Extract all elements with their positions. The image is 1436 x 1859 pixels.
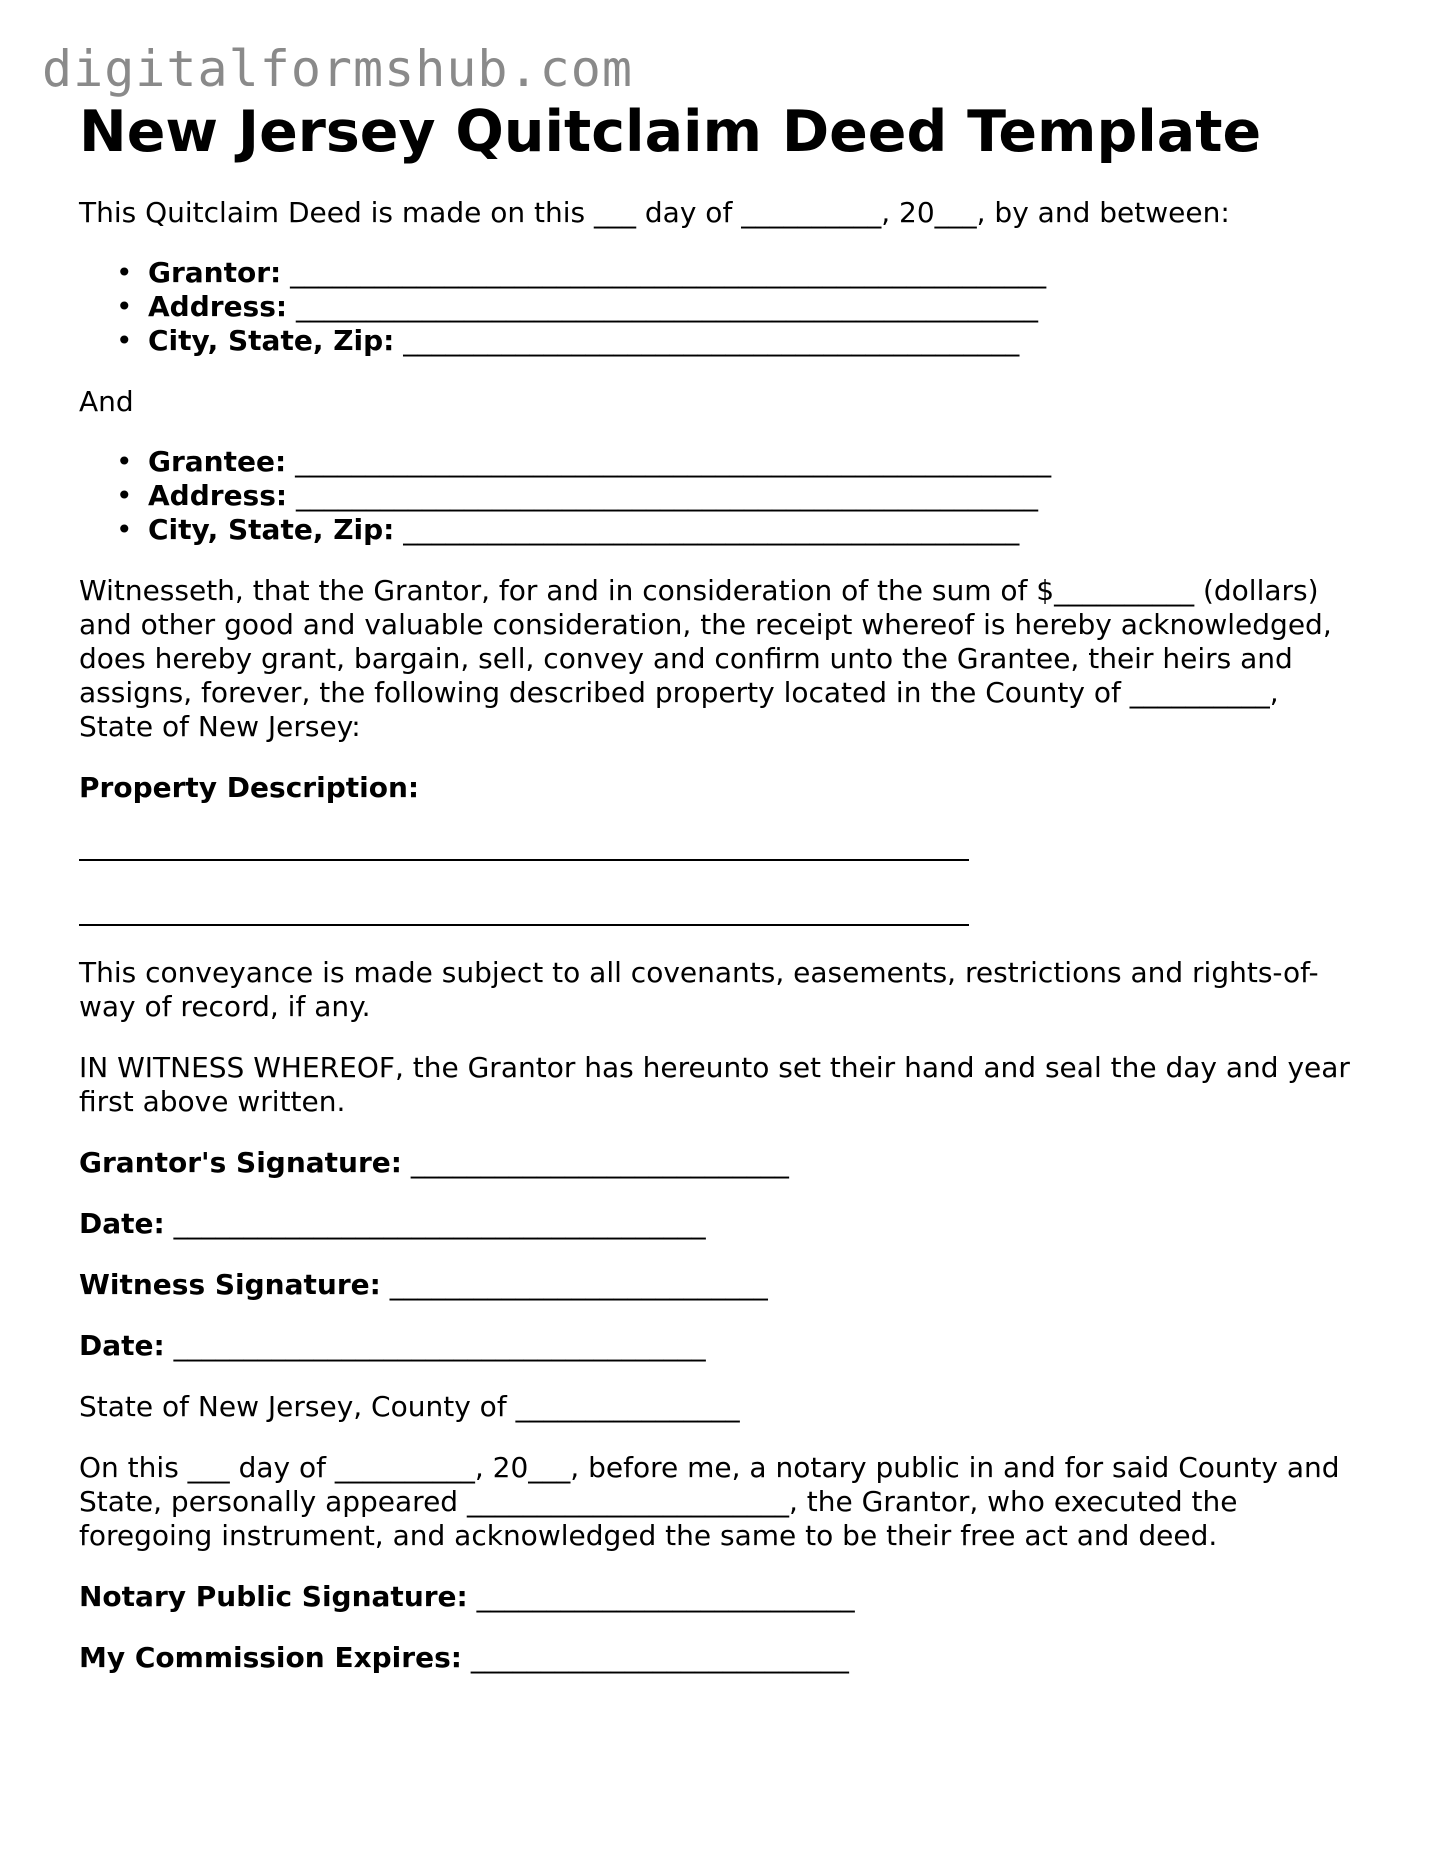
property-description-line-1[interactable] (79, 859, 969, 861)
witness-signature-row (79, 1268, 1379, 1302)
grantee-list (79, 445, 1379, 547)
bullet-icon: • (116, 324, 133, 358)
date-field-2[interactable]: ______________________________________ (173, 1329, 706, 1363)
notary-paragraph: On this ___ day of __________, 20___, before me, a notary public in and for said County and State, personally appeared _______________________, the Grantor, who executed the foregoing instrument, and acknowledged the same to be their free act and deed. (79, 1451, 1340, 1553)
grantee-address-item (116, 479, 1379, 513)
witness-signature-label: Witness Signature: (79, 1268, 381, 1302)
grantor-name-label: Grantor: (148, 256, 282, 290)
grantor-city-field[interactable]: ____________________________________________ (403, 324, 1020, 358)
grantee-address-label: Address: (148, 479, 288, 513)
property-description-line-2[interactable] (79, 924, 969, 926)
grantee-address-field[interactable]: _____________________________________________________ (296, 479, 1038, 513)
grantor-address-field[interactable]: _____________________________________________________ (296, 290, 1038, 324)
grantor-address-label: Address: (148, 290, 288, 324)
witnesseth-paragraph: Witnesseth, that the Grantor, for and in consideration of the sum of $__________ (dollars) and other good and valuable consideration, the receipt whereof is hereby acknowledged, does hereby grant, bargain, sell, convey and confirm unto the Grantee, their heirs and assigns, forever, the following described property located in the County of __________, State of New Jersey: (79, 574, 1332, 744)
date-row-1 (79, 1207, 1379, 1241)
intro-paragraph: This Quitclaim Deed is made on this ___ day of __________, 20___, by and between: (79, 196, 1230, 230)
date-label-1: Date: (79, 1207, 165, 1241)
and-text: And (79, 385, 134, 419)
notary-signature-row (79, 1580, 1379, 1614)
grantee-city-field[interactable]: ____________________________________________ (403, 513, 1020, 547)
bullet-icon: • (116, 256, 133, 290)
grantor-name-field[interactable]: ______________________________________________________ (290, 256, 1047, 290)
witness-signature-field[interactable]: ___________________________ (389, 1268, 768, 1302)
watermark: digitalformshub.com (42, 40, 633, 98)
document-page (79, 98, 1379, 1675)
grantee-name-label: Grantee: (148, 445, 287, 479)
commission-expires-field[interactable]: ___________________________ (470, 1641, 849, 1675)
notary-signature-field[interactable]: ___________________________ (476, 1580, 855, 1614)
grantee-city-label: City, State, Zip: (148, 513, 395, 547)
notary-signature-label: Notary Public Signature: (79, 1580, 468, 1614)
grantee-city-item (116, 513, 1379, 547)
bullet-icon: • (116, 513, 133, 547)
grantor-signature-label: Grantor's Signature: (79, 1146, 402, 1180)
bullet-icon: • (116, 479, 133, 513)
date-label-2: Date: (79, 1329, 165, 1363)
conveyance-paragraph: This conveyance is made subject to all covenants, easements, restrictions and rights-of-way of record, if any. (79, 956, 1319, 1024)
in-witness-paragraph: IN WITNESS WHEREOF, the Grantor has hereunto set their hand and seal the day and year first above written. (79, 1051, 1350, 1119)
commission-expires-label: My Commission Expires: (79, 1641, 462, 1675)
grantor-list (79, 256, 1379, 358)
date-field-1[interactable]: ______________________________________ (173, 1207, 706, 1241)
grantor-city-label: City, State, Zip: (148, 324, 395, 358)
grantee-name-field[interactable]: ______________________________________________________ (295, 445, 1052, 479)
bullet-icon: • (116, 290, 133, 324)
commission-expires-row (79, 1641, 1379, 1675)
date-row-2 (79, 1329, 1379, 1363)
grantor-address-item (116, 290, 1379, 324)
grantor-signature-field[interactable]: ___________________________ (410, 1146, 789, 1180)
property-description-label: Property Description: (79, 771, 420, 805)
grantor-signature-row (79, 1146, 1379, 1180)
county-line: State of New Jersey, County of ________________ (79, 1390, 740, 1424)
page-title: New Jersey Quitclaim Deed Template (79, 99, 1262, 165)
grantor-name-item (116, 256, 1379, 290)
grantor-city-item (116, 324, 1379, 358)
grantee-name-item (116, 445, 1379, 479)
bullet-icon: • (116, 445, 133, 479)
